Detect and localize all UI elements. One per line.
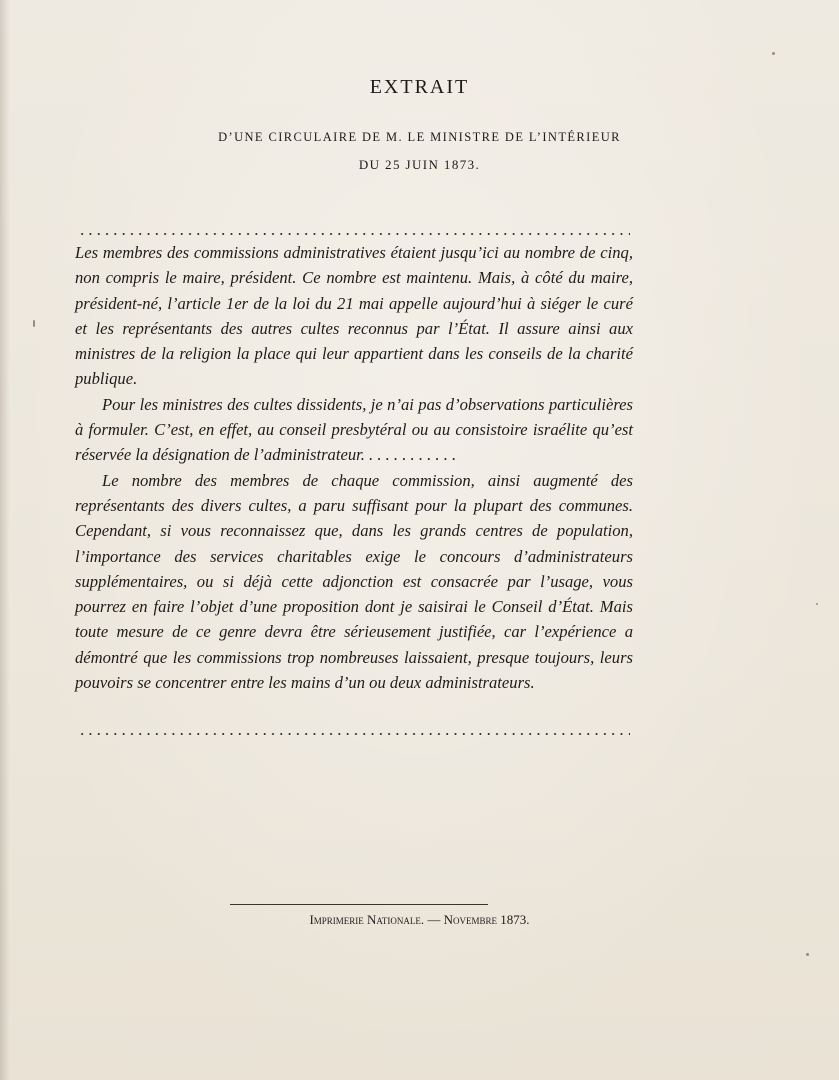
dotted-separator-bottom: [78, 733, 630, 735]
dotted-separator-top: [78, 233, 630, 235]
printer-imprint: Imprimerie Nationale. — Novembre 1873.: [309, 912, 530, 927]
paper-speck: [816, 603, 818, 605]
paragraph-2: Pour les ministres des cultes dissidents, je n’ai pas d’observations particulières à formuler. C’est, en effet, au conseil presbytéral ou au consistoire israélite qu’est réservée la désignation de l’administrateur. . . . . . . . . . . .: [75, 394, 633, 465]
paper-speck: [806, 953, 809, 956]
footer-rule: [230, 904, 488, 905]
paper-speck: [33, 320, 35, 327]
paragraph-3: Le nombre des membres de chaque commission, ainsi augmenté des représentants des divers cultes, a paru suffisant pour la plupart des communes. Cependant, si vous reconnaissez que, dans les grands centres de population, l’importance des services charitables exige le concours d’administrateurs supplémentaires, ou si déjà cette adjonction est consacrée par l’usage, vous pourrez en faire l’objet d’une proposition dont je saisirai le Conseil d’État. Mais toute mesure de ce genre devra être sérieusement justifiée, car l’expérience a démontré que les commissions trop nombreuses laissaient, presque toujours, leurs pouvoirs se concentrer entre les mains d’un ou deux administrateurs.: [75, 470, 633, 693]
paragraph-1: Les membres des commissions administratives étaient jusqu’ici au nombre de cinq, non compris le maire, président. Ce nombre est maintenu. Mais, à côté du maire, président-né, l’article 1er de la loi du 21 mai appelle aujourd’hui à siéger le curé et les représentants des autres cultes reconnus par l’État. Il assure ainsi aux ministres de la religion la place qui leur appartient dans les conseils de la charité publique.: [75, 243, 633, 389]
circular-excerpt-body: [75, 240, 633, 695]
paper-speck: [772, 52, 775, 55]
document-title: EXTRAIT: [369, 76, 470, 98]
document-date: DU 25 JUIN 1873.: [358, 157, 481, 172]
document-subtitle: D’UNE CIRCULAIRE DE M. LE MINISTRE DE L’INTÉRIEUR: [218, 130, 621, 144]
